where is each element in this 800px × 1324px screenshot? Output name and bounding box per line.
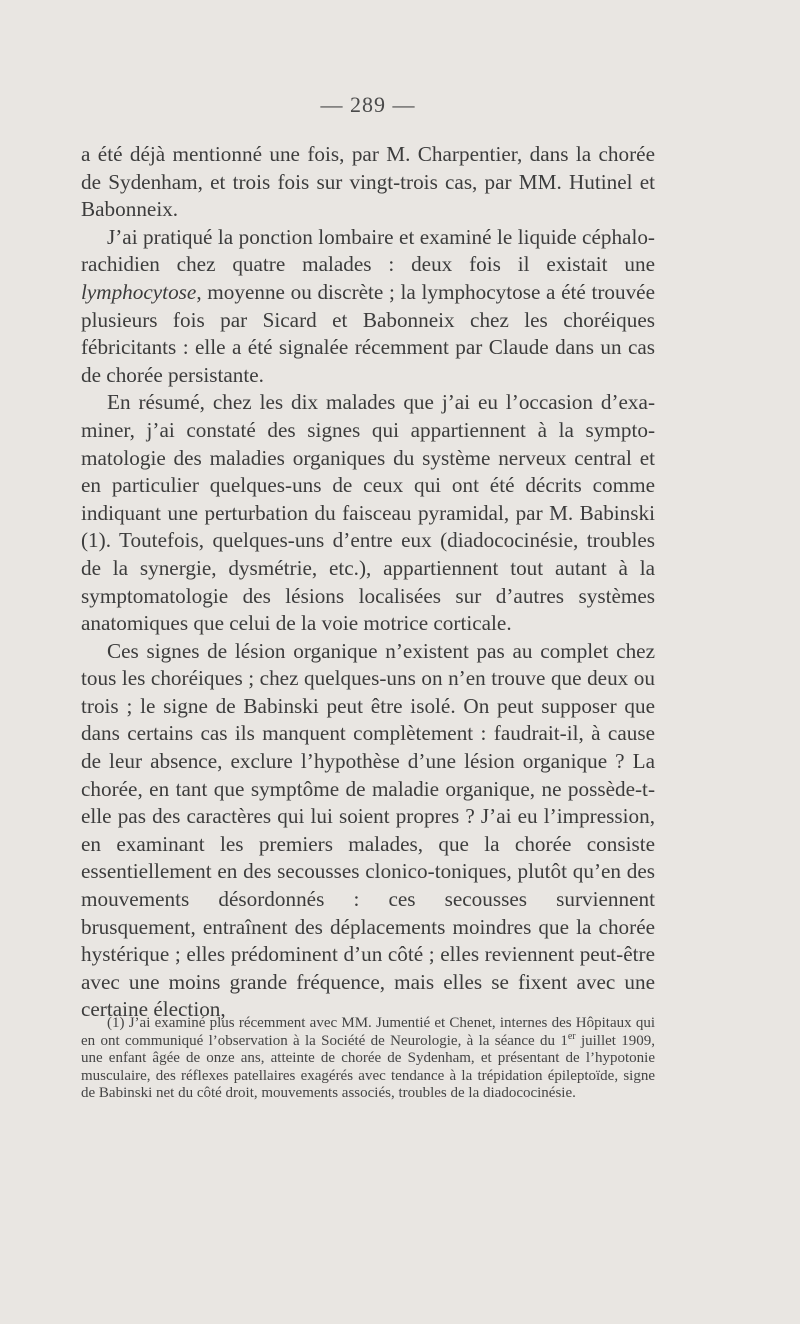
paragraph-2-start: J’ai pratiqué la ponction lombaire et examiné le liquide céphalo-rachidien chez quatre malades : deux fois il existait une — [81, 224, 655, 277]
footnote — [81, 1015, 655, 1103]
footnote-end: juillet 1909, une enfant âgée de onze ans, atteinte de chorée de Sydenham, et présentant de l’hypotonie musculaire, des réflexes patellaires exagérés avec tendance à la trépidation épileptoïde, signe de Babinski net du côté droit, mouvements associés, troubles de la diadococinésie. — [81, 1032, 655, 1102]
book-page — [81, 0, 655, 1324]
paragraph-2-end: , moyenne ou discrète ; la lymphocytose a été trouvée plusieurs fois par Sicard et Babonneix chez les choréiques fébricitants : elle a été signalée récemment par Claude dans un cas de chorée persistante. — [81, 279, 655, 387]
body-text — [81, 141, 655, 1024]
paragraph-2 — [81, 224, 655, 390]
paragraph-3: En résumé, chez les dix malades que j’ai eu l’occasion d’examiner, j’ai constaté des signes qui appartiennent à la symptomatologie des maladies organiques du système nerveux central et en particulier quelques-uns de ceux qui ont été décrits comme indiquant une perturbation du faisceau pyramidal, par M. Babinski (1). Toutefois, quelques-uns d’entre eux (diadococinésie, troubles de la synergie, dysmétrie, etc.), appartiennent tout autant à la symptomatologie des lésions localisées sur d’autres systèmes anatomiques que celui de la voie motrice corticale. — [81, 390, 655, 636]
paragraph-1: a été déjà mentionné une fois, par M. Charpentier, dans la chorée de Sydenham, et trois fois sur vingt-trois cas, par MM. Hutinel et Babonneix. — [81, 142, 655, 222]
footnote-start: (1) J’ai examiné plus récemment avec MM. Jumentié et Chenet, internes des Hôpitaux qui en ont communiqué l’observation à la Société de Neurologie, à la séance du 1 — [81, 1015, 655, 1049]
page-number: — 289 — — [320, 92, 416, 117]
paragraph-4: Ces signes de lésion organique n’existent pas au complet chez tous les choréiques ; chez quelques-uns on n’en trouve que deux ou trois ; le signe de Babinski peut être isolé. On peut supposer que dans certains cas ils manquent complètement : faudrait-il, à cause de leur absence, exclure l’hypothèse d’une lésion organique ? La chorée, en tant que symptôme de maladie organique, ne possède-t-elle pas des caractères qui lui soient propres ? J’ai eu l’impression, en examinant les premiers malades, que la chorée consiste essentiellement en des secousses clonico-toniques, plutôt qu’en des mouvements désordonnés : ces secousses surviennent brusquement, entraînent des déplacements moindres que la chorée hystérique ; elles prédominent d’un côté ; elles reviennent peut-être avec une moins grande fréquence, mais elles se fixent avec une certaine élection, — [81, 638, 655, 1022]
footnote-superscript: er — [567, 1030, 576, 1042]
paragraph-2-emphasis: lymphocytose — [81, 279, 197, 304]
